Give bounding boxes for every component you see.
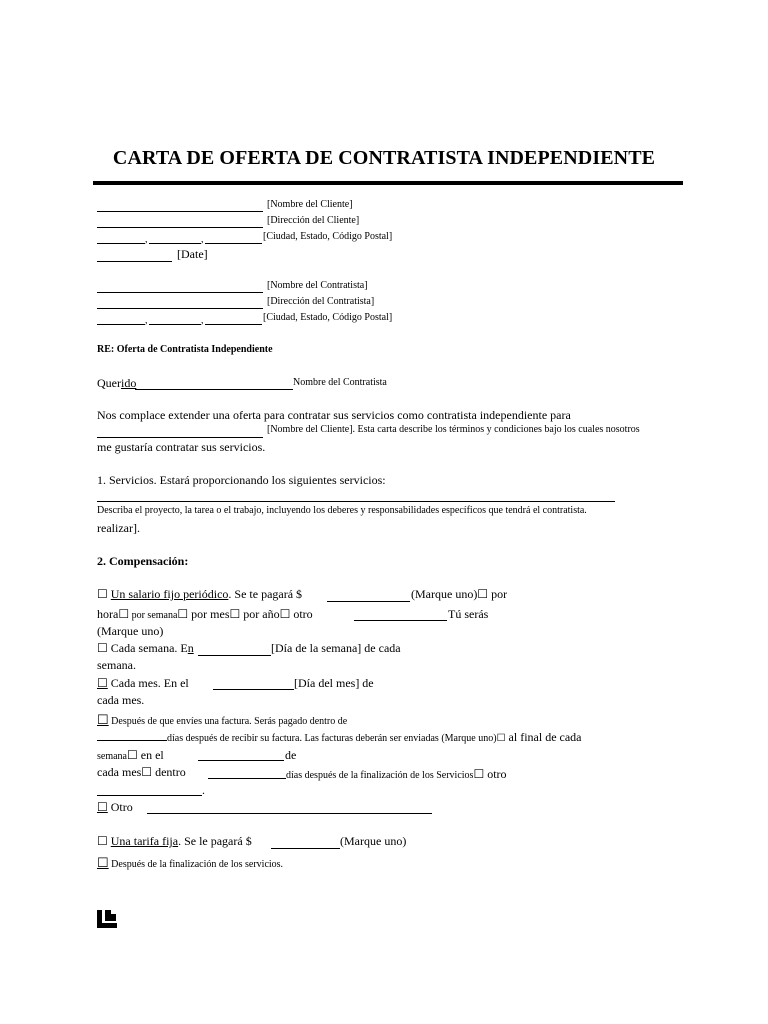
invoice-after-services-text: días después de la finalización de los Servicios <box>286 770 474 781</box>
each-month-line <box>97 676 189 691</box>
invoice-checkbox[interactable]: ☐ <box>97 712 109 727</box>
greeting <box>97 376 136 391</box>
services-description-end: realizar]. <box>97 521 140 535</box>
contractor-state-blank[interactable] <box>149 324 201 325</box>
invoice-period: . <box>202 783 205 797</box>
invoice-after-services <box>286 767 507 782</box>
after-completion-line <box>97 855 283 871</box>
frequency-week: por semana <box>129 610 178 621</box>
other-line <box>97 800 133 815</box>
frequency-hour[interactable]: hora☐ <box>97 607 130 621</box>
invoice-label: Después de que envíes una factura. Serás pagado dentro de <box>108 716 348 727</box>
week-day-blank[interactable] <box>198 655 271 656</box>
contractor-city-label: [Ciudad, Estado, Código Postal] <box>263 312 393 323</box>
contractor-address-label: [Dirección del Contratista] <box>267 296 375 307</box>
frequency-others[interactable]: ☐ por mes☐ por año☐ otro <box>177 607 313 621</box>
client-name-blank[interactable] <box>97 211 263 212</box>
client-address-label: [Dirección del Cliente] <box>267 215 360 226</box>
flat-fee-amount-blank[interactable] <box>271 848 340 849</box>
invoice-other-blank[interactable] <box>97 795 202 796</box>
mark-one: (Marque uno) <box>97 624 164 638</box>
contractor-city-blank[interactable] <box>97 324 145 325</box>
month-day-blank[interactable] <box>213 689 294 690</box>
other-checkbox[interactable]: ☐ <box>97 800 108 814</box>
salary-line <box>97 587 302 602</box>
invoice-days <box>167 730 582 745</box>
invoice-days-text: días después de recibir su factura. Las facturas deberán ser enviadas (Marque uno)☐ <box>167 733 506 744</box>
salary-option-label: Un salario fijo periódico <box>110 587 229 601</box>
contractor-name-blank[interactable] <box>97 292 263 293</box>
salary-amount-blank[interactable] <box>327 601 410 602</box>
compensation-heading: 2. Compensación: <box>97 554 189 568</box>
comma: , <box>145 315 148 326</box>
invoice-on-the[interactable]: ☐ en el <box>127 748 164 762</box>
salary-rest: . Se te pagará $ <box>228 587 303 601</box>
each-month-checkbox[interactable]: ☐ <box>97 676 108 690</box>
after-completion-checkbox[interactable]: ☐ <box>97 855 109 870</box>
flat-fee-line <box>97 834 252 849</box>
each-week-underlined: n <box>187 641 194 655</box>
services-heading: 1. Servicios. Estará proporcionando los siguientes servicios: <box>97 473 386 487</box>
invoice-of: de <box>285 748 297 762</box>
week-day-label: [Día de la semana] de cada <box>271 641 401 655</box>
comma: , <box>201 234 204 245</box>
flat-fee-mark-one: (Marque uno) <box>340 834 407 848</box>
client-city-blank[interactable] <box>97 243 145 244</box>
each-week-checkbox[interactable]: ☐ <box>97 641 108 655</box>
contractor-address-blank[interactable] <box>97 308 263 309</box>
intro-line-3: me gustaría contratar sus servicios. <box>97 440 266 454</box>
other-label: Otro <box>107 800 133 814</box>
month-day-label: [Día del mes] de <box>294 676 374 690</box>
invoice-day-blank[interactable] <box>198 760 284 761</box>
services-description: Describa el proyecto, la tarea o el trabajo, incluyendo los deberes y responsabilidades específicos que tendrá el contratista. <box>97 505 587 516</box>
invoice-month-within[interactable]: cada mes☐ dentro <box>97 765 186 779</box>
comma: , <box>201 315 204 326</box>
client-zip-blank[interactable] <box>205 243 262 244</box>
invoice-other[interactable]: ☐ otro <box>473 767 507 781</box>
after-completion-label: Después de la finalización de los servicios. <box>108 859 284 870</box>
greeting-name-blank[interactable] <box>135 389 293 390</box>
month-end: cada mes. <box>97 693 145 707</box>
invoice-end-of: al final de cada <box>505 730 582 744</box>
services-blank[interactable] <box>97 501 615 502</box>
intro-client-blank[interactable] <box>97 437 263 438</box>
contractor-zip-blank[interactable] <box>205 324 262 325</box>
invoice-week-line <box>97 748 164 763</box>
comma: , <box>145 234 148 245</box>
each-month-label: Cada mes. En el <box>107 676 189 690</box>
greeting-underlined: ido <box>121 376 137 390</box>
flat-fee-checkbox[interactable]: ☐ <box>97 834 108 848</box>
re-line: RE: Oferta de Contratista Independiente <box>97 344 273 355</box>
each-week-label: Cada semana. E <box>107 641 188 655</box>
intro-line-2: [Nombre del Cliente]. Esta carta describe los términos y condiciones bajo los cuales nosotros <box>267 424 640 435</box>
you-will-be: Tú serás <box>448 607 489 621</box>
salary-checkbox[interactable]: ☐ <box>97 587 108 601</box>
each-week-line <box>97 641 194 656</box>
title-divider <box>93 181 683 185</box>
invoice-within-blank[interactable] <box>208 778 286 779</box>
week-end: semana. <box>97 658 136 672</box>
date-blank[interactable] <box>97 261 172 262</box>
contractor-name-label: [Nombre del Contratista] <box>267 280 368 291</box>
client-name-label: [Nombre del Cliente] <box>267 199 353 210</box>
document-title: CARTA DE OFERTA DE CONTRATISTA INDEPENDIENTE <box>112 147 656 169</box>
client-state-blank[interactable] <box>149 243 201 244</box>
intro-line-1: Nos complace extender una oferta para contratar sus servicios como contratista independiente para <box>97 408 571 422</box>
client-city-label: [Ciudad, Estado, Código Postal] <box>263 231 393 242</box>
salary-frequency-line <box>97 607 313 622</box>
flat-fee-rest: . Se le pagará $ <box>178 834 252 848</box>
brand-logo-icon <box>97 909 117 929</box>
invoice-week: semana <box>97 751 127 762</box>
salary-mark-one: (Marque uno)☐ por <box>411 587 508 601</box>
greeting-prefix: Quer <box>97 376 121 390</box>
frequency-other-blank[interactable] <box>354 620 447 621</box>
invoice-days-blank[interactable] <box>97 740 167 741</box>
invoice-line <box>97 712 347 728</box>
flat-fee-label: Una tarifa fija <box>110 834 179 848</box>
other-blank[interactable] <box>147 813 432 814</box>
greeting-suffix: Nombre del Contratista <box>293 377 387 388</box>
client-address-blank[interactable] <box>97 227 263 228</box>
date-label: [Date] <box>177 247 208 261</box>
